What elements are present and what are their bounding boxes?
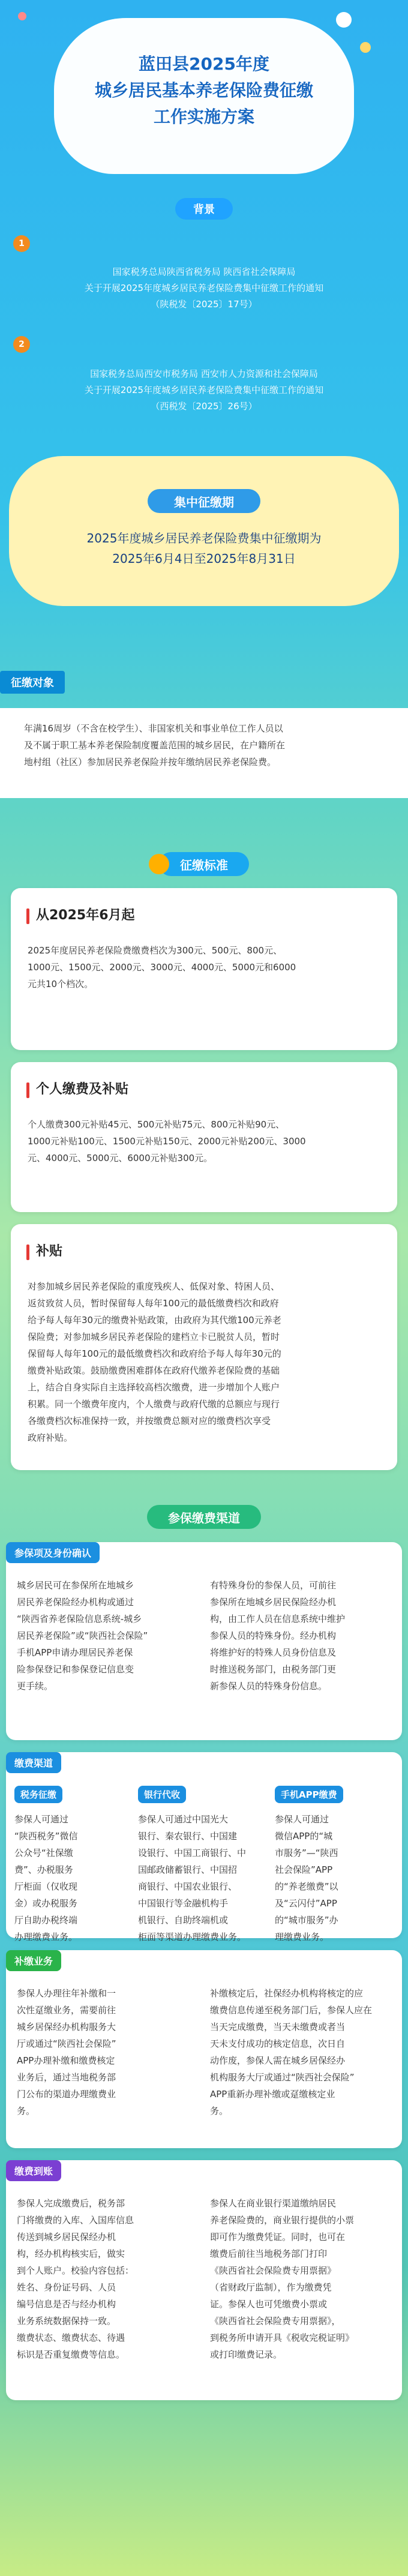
refund-right-line-9: 到税务所申请开具《税收完税证明》 <box>210 2332 355 2343</box>
card3-line-2: 返贫致贫人员，暂时保留每人每年100元的最低缴费档次和政府 <box>28 1298 279 1309</box>
refund-right-line-1: 参保人在商业银行渠道缴纳居民 <box>210 2198 337 2209</box>
refund-tag: 缴费到账 <box>6 2160 61 2181</box>
card1-heading: 从2025年6月起 <box>36 908 135 923</box>
target-label: 征缴对象 <box>0 671 65 694</box>
app-line-8: 理缴费业务。 <box>275 1932 329 1942</box>
refund-right-line-2: 养老保险费的，商业银行提供的小票 <box>210 2215 355 2226</box>
bank-line-4: 国邮政储蓄银行、中国招 <box>138 1864 238 1875</box>
supplement-right-line-2: 缴费信息传递至税务部门后，参保人应在 <box>210 2005 373 2016</box>
enroll-left-text <box>17 1577 197 1695</box>
refund-right-line-3: 即可作为缴费凭证。同时，也可在 <box>210 2232 346 2242</box>
bg2-line-2: 关于开展2025年度城乡居民养老保险费集中征缴工作的通知 <box>84 385 324 395</box>
app-line-5: 的“养老缴费”以 <box>275 1881 338 1892</box>
bank-line-7: 机银行、自助终端机或 <box>138 1915 229 1926</box>
refund-right-line-7: 证。参保人也可凭缴费小票或 <box>210 2299 328 2310</box>
refund-left-line-10: 标识是否重复缴费等信息。 <box>17 2349 125 2360</box>
tax-line-3: 公众号“社保缴 <box>14 1848 73 1858</box>
card1-text <box>28 942 382 992</box>
enroll-right-line-1: 有特殊身份的参保人员，可前往 <box>210 1580 337 1591</box>
standard-card-3 <box>11 1224 397 1470</box>
bank-line-1: 参保人可通过中国光大 <box>138 1814 229 1825</box>
card3-line-3: 给予每人每年30元的缴费补贴政策，由政府为其代缴100元养老 <box>28 1315 281 1326</box>
supplement-right-line-8: 务。 <box>210 2106 229 2116</box>
supplement-left-line-4: 厅或通过“陕西社会保险” <box>17 2038 116 2049</box>
enroll-right-line-6: 时推送税务部门，由税务部门更 <box>210 1664 337 1675</box>
supplement-right-line-5: 动作废，参保人需在城乡居保经办 <box>210 2055 346 2066</box>
card2-line-3: 元、4000元、5000元、6000元补贴300元。 <box>28 1153 213 1163</box>
bank-line-2: 银行、秦农银行、中国建 <box>138 1831 238 1842</box>
card2-accent <box>26 1082 29 1098</box>
card2-line-1: 个人缴费300元补贴45元、500元补贴75元、800元补贴90元、 <box>28 1119 285 1130</box>
enroll-tag: 参保项及身份确认 <box>6 1542 100 1563</box>
enroll-left-line-3: “陕西省养老保险信息系统-城乡 <box>17 1614 142 1624</box>
pay-card <box>6 1752 402 1942</box>
tax-tag: 税务征缴 <box>14 1786 62 1803</box>
card3-line-10: 政府补贴。 <box>28 1432 73 1443</box>
bg-item-2-text <box>51 366 357 415</box>
card3-line-9: 各缴费档次标准保持一致，并按缴费总额对应的缴费档次享受 <box>28 1416 271 1426</box>
supplement-right-line-3: 当天完成缴费，当天未缴费或者当 <box>210 2022 346 2032</box>
target-line-2: 及不属于职工基本养老保险制度覆盖范围的城乡居民，在户籍所在 <box>24 740 286 751</box>
enroll-left-line-2: 居民养老保险经办机构或通过 <box>17 1597 134 1608</box>
refund-left-line-4: 构，经办机构核实后，做实 <box>17 2248 125 2259</box>
refund-left-line-7: 编号信息是否与经办机构 <box>17 2299 116 2310</box>
enroll-right-line-4: 参保人员的特殊身份。经办机构 <box>210 1630 337 1641</box>
supplement-left-line-2: 次性趸缴业务，需要前往 <box>17 2005 116 2016</box>
pay-tag: 缴费渠道 <box>6 1752 61 1773</box>
refund-right-line-8: 《陕西省社会保险费专用票据》， <box>210 2316 341 2326</box>
tax-line-2: “陕西税务”微信 <box>14 1831 78 1842</box>
enroll-right-line-2: 参保所在地城乡居民保险经办机 <box>210 1597 337 1608</box>
card2-line-2: 1000元补贴100元、1500元补贴150元、2000元补贴200元、3000 <box>28 1136 306 1147</box>
period-text <box>41 528 367 569</box>
refund-left-line-9: 缴费状态、缴费状态、待遇 <box>17 2332 125 2343</box>
supplement-left-line-7: 门公布的渠道办理缴费业 <box>17 2089 116 2100</box>
app-line-3: 市服务”—“陕西 <box>275 1848 338 1858</box>
bank-text <box>138 1811 264 1945</box>
period-line-1: 2025年度城乡居民养老保险费集中征缴期为 <box>86 531 322 545</box>
standard-card-2 <box>11 1062 397 1212</box>
standard-card-1 <box>11 888 397 1050</box>
bank-tag: 银行代收 <box>138 1786 186 1803</box>
app-line-4: 社会保险”APP <box>275 1864 333 1875</box>
enroll-right-text <box>210 1577 390 1695</box>
supplement-left-line-1: 参保人办理往年补缴和一 <box>17 1988 116 1999</box>
bg2-line-3: （西税发〔2025〕26号） <box>151 401 257 412</box>
refund-left-line-5: 到个人账户。校验内容包括： <box>17 2265 134 2276</box>
tax-line-1: 参保人可通过 <box>14 1814 69 1825</box>
card3-line-8: 积累。同一个缴费年度内，个人缴费与政府代缴的总额应与现行 <box>28 1399 280 1410</box>
tax-line-5: 厅柜面（仅收现 <box>14 1881 78 1892</box>
refund-left-line-6: 姓名、身份证号码、人员 <box>17 2282 116 2293</box>
enroll-left-line-7: 更手续。 <box>17 1681 53 1692</box>
refund-left-line-8: 业务系统数据保持一致。 <box>17 2316 116 2326</box>
bg-item-2-num: 2 <box>13 336 30 353</box>
tax-text <box>14 1811 128 1945</box>
tax-line-6: 金）或办税服务 <box>14 1898 78 1909</box>
refund-left-line-1: 参保人完成缴费后，税务部 <box>17 2198 125 2209</box>
refund-left-line-2: 门将缴费的入库、入国库信息 <box>17 2215 134 2226</box>
bg-item-1-num: 1 <box>13 235 30 252</box>
enroll-left-line-5: 手机APP申请办理居民养老保 <box>17 1647 133 1658</box>
card3-line-4: 保险费；对参加城乡居民养老保险的建档立卡已脱贫人员，暂时 <box>28 1332 280 1342</box>
refund-card <box>6 2160 402 2400</box>
standard-pill: 征缴标准 <box>159 852 249 876</box>
enroll-right-line-3: 构，由工作人员在信息系统中维护 <box>210 1614 346 1624</box>
card3-line-1: 对参加城乡居民养老保险的重度残疾人、低保对象、特困人员、 <box>28 1281 280 1292</box>
supplement-right-text <box>210 1985 390 2119</box>
title-line-3: 工作实施方案 <box>153 107 254 127</box>
app-line-1: 参保人可通过 <box>275 1814 329 1825</box>
bg1-line-1: 国家税务总局陕西省税务局 陕西省社会保障局 <box>112 266 296 277</box>
supplement-right-line-7: APP重新办理补缴或趸缴核定业 <box>210 2089 335 2100</box>
enroll-left-line-1: 城乡居民可在参保所在地城乡 <box>17 1580 134 1591</box>
title-line-2: 城乡居民基本养老保险费征缴 <box>94 80 313 100</box>
period-pill: 集中征缴期 <box>148 489 260 513</box>
refund-right-line-10: 或打印缴费记录。 <box>210 2349 283 2360</box>
refund-left-line-3: 传送到城乡居民保经办机 <box>17 2232 116 2242</box>
card2-heading: 个人缴费及补贴 <box>36 1082 129 1097</box>
bg2-line-1: 国家税务总局西安市税务局 西安市人力资源和社会保障局 <box>90 368 318 379</box>
app-line-7: 的“城市服务”办 <box>275 1915 338 1926</box>
supplement-left-text <box>17 1985 197 2119</box>
bank-line-8: 柜面等渠道办理缴费业务。 <box>138 1932 247 1942</box>
card1-accent <box>26 908 29 924</box>
target-line-1: 年满16周岁（不含在校学生）、非国家机关和事业单位工作人员以 <box>24 723 283 734</box>
card2-text <box>28 1116 382 1166</box>
bank-line-5: 商银行、中国农业银行、 <box>138 1881 238 1892</box>
background-pill: 背景 <box>175 198 233 220</box>
supplement-left-line-5: APP办理补缴和缴费核定 <box>17 2055 115 2066</box>
supplement-card <box>6 1950 402 2148</box>
enroll-left-line-4: 居民养老保险”或“陕西社会保险” <box>17 1630 148 1641</box>
card1-line-3: 元共10个档次。 <box>28 979 94 989</box>
app-line-2: 微信APP的“城 <box>275 1831 333 1842</box>
app-tag: 手机APP缴费 <box>275 1786 343 1803</box>
tax-line-7: 厅自助办税终端 <box>14 1915 78 1926</box>
page-title <box>66 51 342 130</box>
supplement-left-line-8: 务。 <box>17 2106 35 2116</box>
card3-text <box>28 1278 382 1446</box>
card3-line-7: 上，结合自身实际自主选择较高档次缴费，进一步增加个人账户 <box>28 1382 280 1393</box>
deco-dot <box>18 12 26 20</box>
bank-line-3: 设银行、中国工商银行、中 <box>138 1848 247 1858</box>
supplement-left-line-3: 城乡居保经办机构服务大 <box>17 2022 116 2032</box>
target-line-3: 地村组（社区）参加居民养老保险并按年缴纳居民养老保险费。 <box>24 757 277 767</box>
bg-item-1-text <box>57 264 351 313</box>
title-line-1: 蓝田县2025年度 <box>139 54 269 74</box>
supplement-right-line-1: 补缴核定后，社保经办机构将核定的应 <box>210 1988 364 1999</box>
supplement-left-line-6: 业务后，通过当地税务部 <box>17 2072 116 2083</box>
bg1-line-2: 关于开展2025年度城乡居民养老保险费集中征缴工作的通知 <box>84 283 324 293</box>
card1-line-1: 2025年度居民养老保险费缴费档次为300元、500元、800元、 <box>28 945 283 956</box>
card3-accent <box>26 1244 29 1260</box>
tax-line-8: 办理缴费业务。 <box>14 1932 78 1942</box>
enroll-card <box>6 1542 402 1740</box>
supplement-right-line-6: 机构服务大厅或通过“陕西社会保险” <box>210 2072 355 2083</box>
target-text <box>24 720 384 770</box>
period-line-2: 2025年6月4日至2025年8月31日 <box>112 551 296 566</box>
refund-right-line-4: 缴费后前往当地税务部门打印 <box>210 2248 328 2259</box>
deco-dot <box>360 42 371 53</box>
supplement-tag: 补缴业务 <box>6 1950 61 1971</box>
tax-line-4: 费”、办税服务 <box>14 1864 73 1875</box>
card3-line-5: 保留每人每年100元的最低缴费档次和政府给予每人每年30元的 <box>28 1348 281 1359</box>
enroll-left-line-6: 险参保登记和参保登记信息变 <box>17 1664 134 1675</box>
card3-heading: 补贴 <box>36 1244 63 1259</box>
refund-right-line-6: （省财政厅监制），作为缴费凭 <box>210 2282 332 2293</box>
bg1-line-3: （陕税发〔2025〕17号） <box>151 299 257 310</box>
supplement-right-line-4: 天未支付成功的核定信息，次日自 <box>210 2038 346 2049</box>
refund-left-text <box>17 2195 197 2363</box>
card1-line-2: 1000元、1500元、2000元、3000元、4000元、5000元和6000 <box>28 962 296 973</box>
channels-pill: 参保缴费渠道 <box>147 1505 261 1529</box>
enroll-right-line-7: 新参保人员的特殊身份信息。 <box>210 1681 328 1692</box>
app-line-6: 及“云闪付”APP <box>275 1898 337 1909</box>
card3-line-6: 缴费补贴政策。鼓励缴费困难群体在政府代缴养老保险费的基础 <box>28 1365 280 1376</box>
standard-badge-icon <box>149 854 169 874</box>
refund-right-text <box>210 2195 390 2363</box>
refund-right-line-5: 《陕西省社会保险费专用票据》 <box>210 2265 337 2276</box>
bank-line-6: 中国银行等金融机构手 <box>138 1898 229 1909</box>
deco-dot <box>336 12 352 28</box>
app-text <box>275 1811 389 1945</box>
enroll-right-line-5: 将维护好的特殊人员身份信息及 <box>210 1647 337 1658</box>
